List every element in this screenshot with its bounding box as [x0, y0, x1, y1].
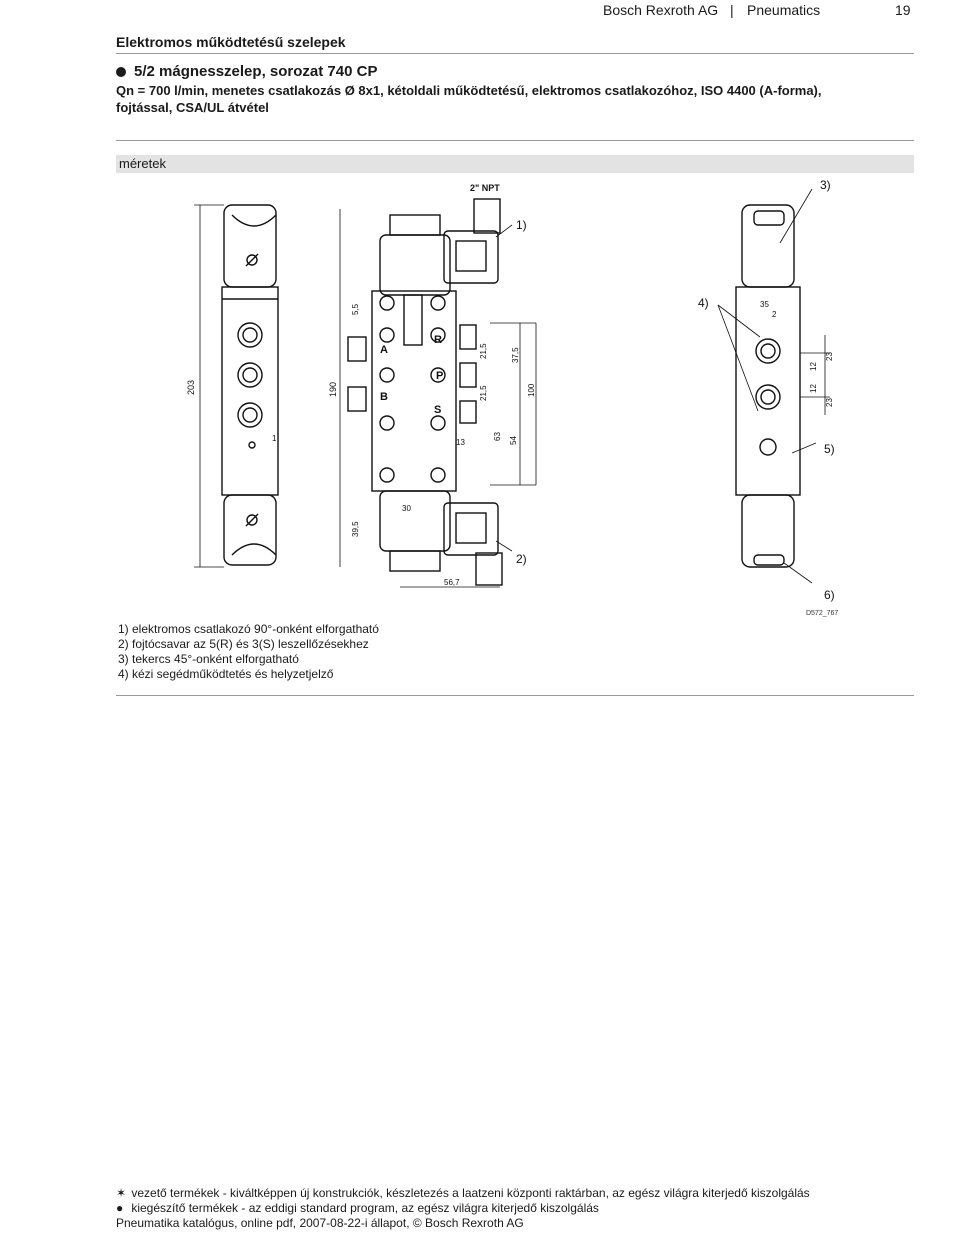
dim-35: 35 — [760, 300, 769, 309]
dim-13: 13 — [456, 438, 465, 447]
note-item: 2) fojtócsavar az 5(R) és 3(S) leszellőzésekhez — [118, 637, 369, 651]
port-label-p: P — [436, 370, 444, 382]
footer — [116, 1186, 810, 1231]
dim-2-right: 2 — [772, 310, 777, 319]
dim-2-left: 1 — [272, 434, 277, 443]
note-item: 4) kézi segédműködtetés és helyzetjelző — [118, 667, 334, 681]
footer-catalog: Pneumatika katalógus, online pdf, 2007-08-22-i állapot, © Bosch Rexroth AG — [116, 1216, 524, 1230]
dim-12-top: 12 — [809, 362, 818, 371]
callout-4: 4) — [698, 296, 709, 310]
dimension-drawing — [180, 175, 860, 620]
footer-lead-text: vezető termékek - kiváltképpen új konstrukciók, készletezés a laatzeni központi raktárban, az egész világra kiterjedő kiszolgálás — [131, 1186, 810, 1200]
footer-supp-line — [116, 1201, 810, 1216]
note-item: 1) elektromos csatlakozó 90°-onként elforgatható — [118, 622, 379, 636]
callout-3: 3) — [820, 178, 831, 192]
valve-front-view — [340, 199, 536, 587]
dimensions-bar — [116, 155, 914, 173]
callout-5: 5) — [824, 442, 835, 456]
dim-5-5: 5,5 — [351, 303, 360, 315]
bullet-icon: ● — [116, 1201, 124, 1215]
notes-list — [118, 622, 379, 682]
dim-63: 63 — [493, 432, 502, 441]
dim-21-5-top: 21,5 — [479, 343, 488, 359]
footer-supp-text: kiegészítő termékek - az eddigi standard program, az egész világra kiterjedő kiszolgálás — [131, 1201, 599, 1215]
port-label-s: S — [434, 404, 442, 416]
page-number: 19 — [895, 2, 911, 18]
thread-label: 2" NPT — [470, 183, 500, 193]
dim-203: 203 — [186, 379, 196, 395]
bullet-icon — [116, 67, 126, 77]
port-label-r: R — [434, 334, 442, 346]
port-label-b: B — [380, 391, 388, 403]
valve-side-view — [194, 205, 278, 567]
dim-12-bottom: 12 — [809, 384, 818, 393]
callout-2: 2) — [516, 552, 527, 566]
product-spec: Qn = 700 l/min, menetes csatlakozás Ø 8x1, kétoldali működtetésű, elektromos csatlakozóhoz, ISO 4400 (A-forma), fojtással, CSA/UL átvétel — [116, 83, 822, 115]
dim-23-bottom: 23 — [825, 398, 834, 407]
section-divider — [116, 53, 914, 54]
spec-divider — [116, 140, 914, 141]
product-title: 5/2 mágnesszelep, sorozat 740 CP — [134, 63, 378, 80]
dimensions-label: méretek — [119, 156, 166, 171]
dim-21-5-bottom: 21,5 — [479, 385, 488, 401]
dim-100: 100 — [527, 383, 536, 397]
star-icon: ✶ — [116, 1186, 127, 1200]
header-brand: Bosch Rexroth AG — [603, 2, 719, 18]
note-item: 3) tekercs 45°-onként elforgatható — [118, 652, 299, 666]
product-title-row — [116, 63, 377, 80]
callout-6: 6) — [824, 588, 835, 602]
dim-190: 190 — [328, 381, 338, 397]
callout-1: 1) — [516, 218, 527, 232]
section-title: Elektromos működtetésű szelepek — [116, 34, 346, 50]
drawing-id: D572_767 — [806, 610, 839, 617]
dim-56-7: 56,7 — [444, 578, 460, 587]
header-section: Pneumatics — [747, 2, 821, 18]
header-separator: | — [730, 2, 734, 18]
footer-lead-line — [116, 1186, 810, 1201]
dim-23-top: 23 — [825, 352, 834, 361]
notes-divider — [116, 695, 914, 696]
port-label-a: A — [380, 344, 388, 356]
dim-54: 54 — [509, 436, 518, 445]
dim-39-5: 39,5 — [351, 521, 360, 537]
dim-37-5: 37,5 — [511, 347, 520, 363]
dim-30: 30 — [402, 504, 411, 513]
